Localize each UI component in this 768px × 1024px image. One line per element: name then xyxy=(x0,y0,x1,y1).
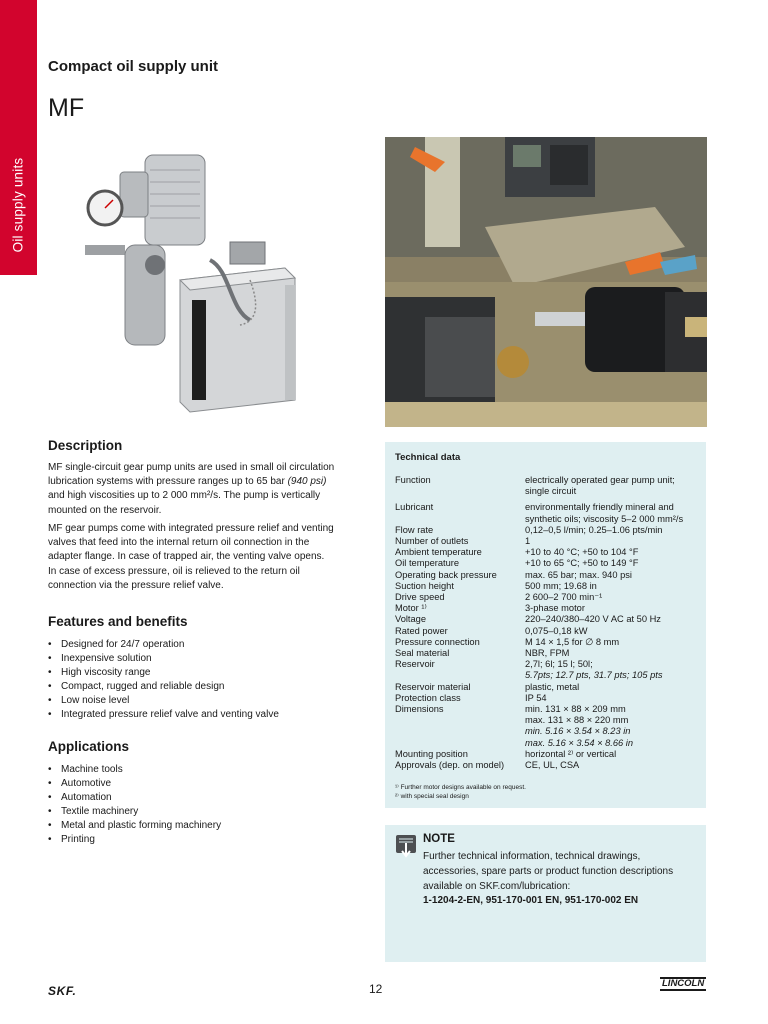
list-item: • Integrated pressure relief valve and venting valve xyxy=(48,708,279,722)
table-row: Seal material NBR, FPM xyxy=(395,648,570,659)
technical-data-title: Technical data xyxy=(395,452,461,463)
list-item: • Low noise level xyxy=(48,694,279,708)
description-paragraph-1: MF single-circuit gear pump units are used in small oil circulation lubrication systems with pressure ranges up to 65 bar (940 psi) and high viscosities up to 2 000 mm²/s. The pump is vertically mounted on the reservoir. xyxy=(48,462,335,516)
table-row: Function electrically operated gear pump unit; single circuit xyxy=(395,475,675,497)
list-item: • Automotive xyxy=(48,777,221,791)
table-row: Voltage 220–240/380–420 V AC at 50 Hz xyxy=(395,614,661,625)
table-row: Dimensions min. 131 × 88 × 209 mm max. 131 × 88 × 220 mm min. 5.16 × 3.54 × 8.23 in max. 5.16 × 3.54 × 8.66 in xyxy=(395,704,634,748)
table-row: Approvals (dep. on model) CE, UL, CSA xyxy=(395,760,580,771)
skf-logo: SKF. xyxy=(48,984,77,998)
lincoln-logo: LINCOLN xyxy=(662,978,705,989)
footnotes: ¹⁾ Further motor designs available on request. ²⁾ with special seal design xyxy=(395,784,526,800)
table-row: Drive speed 2 600–2 700 min⁻¹ xyxy=(395,592,603,603)
page-number: 12 xyxy=(369,982,383,996)
table-row: Mounting position horizontal ²⁾ or vertical xyxy=(395,748,617,759)
list-item: • Compact, rugged and reliable design xyxy=(48,680,279,694)
note-references: 1-1204-2-EN, 951-170-001 EN, 951-170-002 EN xyxy=(423,895,639,906)
list-item: • Printing xyxy=(48,833,221,847)
features-list xyxy=(48,638,279,723)
list-item: • Machine tools xyxy=(48,763,221,777)
list-item: • Metal and plastic forming machinery xyxy=(48,819,221,833)
list-item: • Inexpensive solution xyxy=(48,652,279,666)
table-row: Reservoir 2,7l; 6l; 15 l; 50l; 5.7pts; 12.7 pts, 31.7 pts; 105 pts xyxy=(395,659,663,681)
side-tab xyxy=(0,0,37,275)
page-subtitle: Compact oil supply unit xyxy=(48,58,219,75)
list-item: • Textile machinery xyxy=(48,805,221,819)
table-row: Reservoir material plastic, metal xyxy=(395,681,580,692)
table-row: Oil temperature +10 to 65 °C; +50 to 149 °F xyxy=(395,558,639,569)
note-text: Further technical information, technical drawings, accessories, spare parts or product function descriptions available on SKF.com/lubrication: xyxy=(423,851,674,892)
note-title: NOTE xyxy=(423,833,455,845)
table-row: Operating back pressure max. 65 bar; max. 940 psi xyxy=(395,569,632,580)
table-row: Lubricant environmentally friendly mineral and synthetic oils; viscosity 5–2 000 mm²/s xyxy=(395,502,684,524)
table-row: Protection class IP 54 xyxy=(395,692,547,703)
description-heading: Description xyxy=(48,438,123,453)
technical-data-table xyxy=(395,475,701,771)
side-tab-label: Oil supply units xyxy=(10,157,26,253)
applications-list xyxy=(48,763,221,848)
product-photo xyxy=(80,150,300,420)
table-row: Pressure connection M 14 × 1,5 for ∅ 8 mm xyxy=(395,636,620,647)
list-item: • Automation xyxy=(48,791,221,805)
table-row: Rated power 0,075–0,18 kW xyxy=(395,625,588,636)
table-row: Ambient temperature +10 to 40 °C; +50 to 104 °F xyxy=(395,547,639,558)
applications-heading: Applications xyxy=(48,739,130,754)
description-paragraph-2: MF gear pumps come with integrated pressure relief and venting valves that feed into the internal return oil connection in the adapter flange. In case of trapped air, the venting valve opens. In case of excess pressure, oil is relieved to the return oil connection via the pressure relief valve. xyxy=(48,523,334,591)
note-panel xyxy=(385,825,706,962)
table-row: Number of outlets 1 xyxy=(395,536,531,547)
table-row: Suction height 500 mm; 19.68 in xyxy=(395,580,597,591)
machine-photo xyxy=(385,137,707,427)
table-row: Flow rate 0,12–0,5 l/min; 0.25–1.06 pts/min xyxy=(395,524,663,535)
table-row: Motor ¹⁾ 3-phase motor xyxy=(395,603,585,614)
page-title: MF xyxy=(48,94,85,122)
features-heading: Features and benefits xyxy=(48,614,188,629)
technical-data-panel xyxy=(385,442,706,808)
note-icon xyxy=(395,833,417,859)
list-item: • High viscosity range xyxy=(48,666,279,680)
list-item: • Designed for 24/7 operation xyxy=(48,638,279,652)
